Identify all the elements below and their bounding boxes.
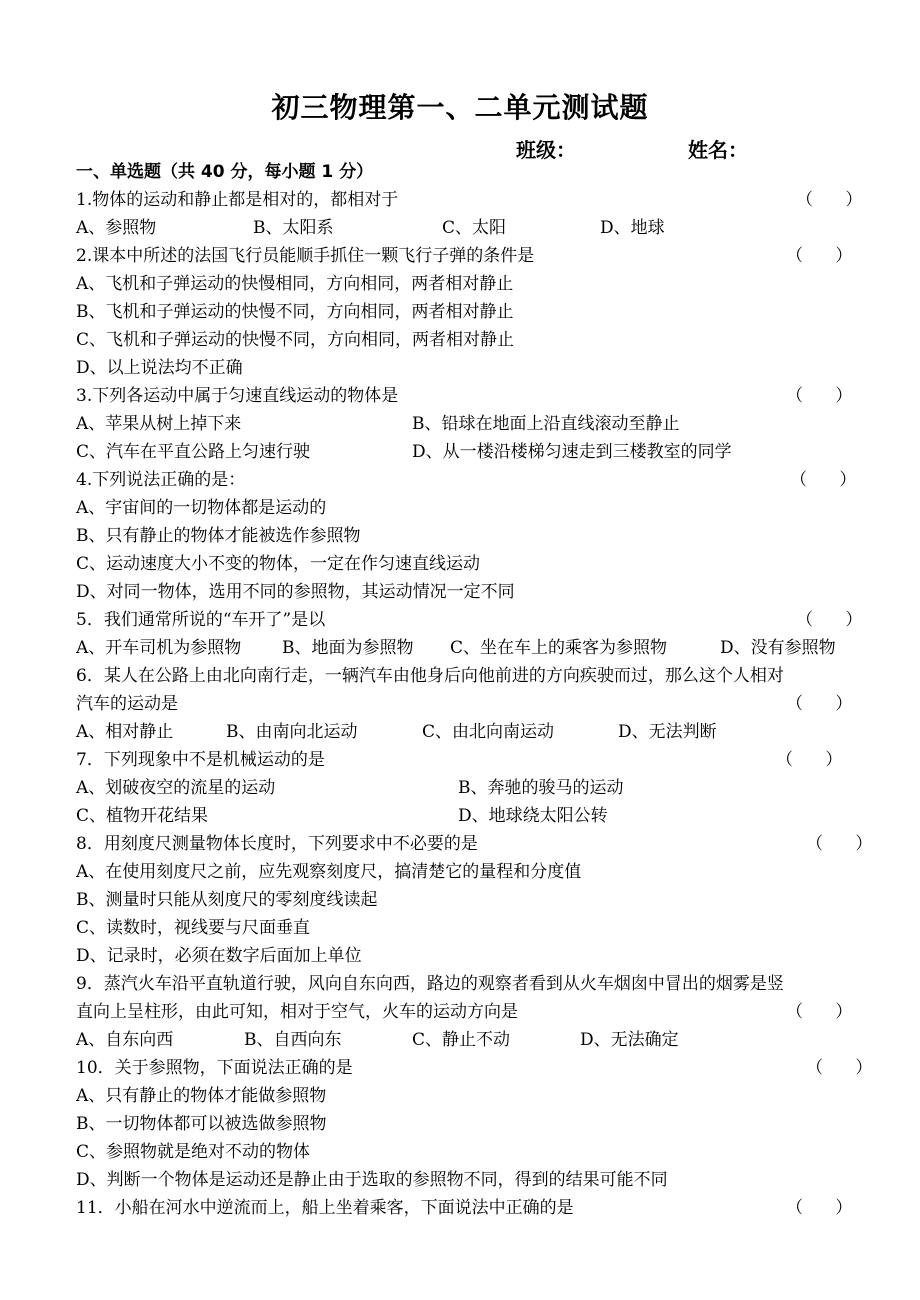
option: C、运动速度大小不变的物体，一定在作匀速直线运动 [76, 554, 481, 574]
question-stem: 6．某人在公路上由北向南行走，一辆汽车由他身后向他前进的方向疾驶而过，那么这个人相对 [76, 666, 784, 686]
option: B、由南向北运动 [226, 722, 358, 742]
answer-blank[interactable]: （ ） [786, 1002, 853, 1022]
option: A、参照物 [76, 218, 157, 238]
question-stem: 9．蒸汽火车沿平直轨道行驶，风向自东向西，路边的观察者看到从火车烟囱中冒出的烟雾是竖 [76, 974, 784, 994]
question-stem: 4.下列说法正确的是： [76, 470, 246, 490]
option: C、植物开花结果 [76, 806, 209, 826]
exam-title: 初三物理第一、二单元测试题 [271, 91, 649, 124]
option: C、由北向南运动 [422, 722, 555, 742]
question-stem: 7．下列现象中不是机械运动的是 [76, 750, 325, 770]
option: B、地面为参照物 [282, 638, 414, 658]
option: B、太阳系 [253, 218, 334, 238]
option: B、只有静止的物体才能被选作参照物 [76, 526, 361, 546]
option: A、相对静止 [76, 722, 174, 742]
question-stem: 3.下列各运动中属于匀速直线运动的物体是 [76, 386, 399, 406]
option: C、参照物就是绝对不动的物体 [76, 1142, 311, 1162]
option: A、划破夜空的流星的运动 [76, 778, 276, 798]
question-stem: 8．用刻度尺测量物体长度时，下列要求中不必要的是 [76, 834, 478, 854]
option: D、从一楼沿楼梯匀速走到三楼教室的同学 [412, 442, 732, 462]
option: C、读数时，视线要与尺面垂直 [76, 918, 311, 938]
option: A、飞机和子弹运动的快慢相同，方向相同，两者相对静止 [76, 274, 514, 294]
option: B、一切物体都可以被选做参照物 [76, 1114, 327, 1134]
option: D、地球绕太阳公转 [458, 806, 608, 826]
option: C、汽车在平直公路上匀速行驶 [76, 442, 311, 462]
option: B、奔驰的骏马的运动 [458, 778, 624, 798]
option: C、坐在车上的乘客为参照物 [450, 638, 668, 658]
answer-blank[interactable]: （ ） [786, 246, 853, 266]
option: D、记录时，必须在数字后面加上单位 [76, 946, 362, 966]
option: A、开车司机为参照物 [76, 638, 242, 658]
answer-blank[interactable]: （ ） [796, 190, 863, 210]
option: B、铅球在地面上沿直线滚动至静止 [412, 414, 680, 434]
option: C、静止不动 [412, 1030, 511, 1050]
option: A、苹果从树上掉下来 [76, 414, 242, 434]
section-heading: 一、单选题（共 40 分，每小题 1 分） [76, 162, 374, 182]
option: A、自东向西 [76, 1030, 174, 1050]
answer-blank[interactable]: （ ） [790, 470, 857, 490]
option: C、太阳 [442, 218, 507, 238]
option: C、飞机和子弹运动的快慢不同，方向相同，两者相对静止 [76, 330, 515, 350]
class-label: 班级： [516, 138, 576, 162]
question-stem-continued: 直向上呈柱形，由此可知，相对于空气，火车的运动方向是 [76, 1002, 518, 1022]
option: D、判断一个物体是运动还是静止由于选取的参照物不同，得到的结果可能不同 [76, 1170, 668, 1190]
answer-blank[interactable]: （ ） [776, 750, 843, 770]
question-stem: 2.课本中所述的法国飞行员能顺手抓住一颗飞行子弹的条件是 [76, 246, 535, 266]
answer-blank[interactable]: （ ） [786, 1198, 853, 1218]
question-stem: 5．我们通常所说的“车开了”是以 [76, 610, 326, 630]
option: B、测量时只能从刻度尺的零刻度线读起 [76, 890, 378, 910]
answer-blank[interactable]: （ ） [786, 694, 853, 714]
option: D、无法确定 [580, 1030, 679, 1050]
question-stem: 11．小船在河水中逆流而上，船上坐着乘客，下面说法中正确的是 [76, 1198, 574, 1218]
answer-blank[interactable]: （ ） [796, 610, 863, 630]
question-stem: 1.物体的运动和静止都是相对的，都相对于 [76, 190, 399, 210]
answer-blank[interactable]: （ ） [786, 386, 853, 406]
answer-blank[interactable]: （ ） [806, 834, 873, 854]
name-label: 姓名： [688, 138, 748, 162]
option: D、对同一物体，选用不同的参照物，其运动情况一定不同 [76, 582, 515, 602]
option: D、以上说法均不正确 [76, 358, 243, 378]
option: A、宇宙间的一切物体都是运动的 [76, 498, 327, 518]
option: B、飞机和子弹运动的快慢不同，方向相同，两者相对静止 [76, 302, 514, 322]
question-stem-continued: 汽车的运动是 [76, 694, 178, 714]
question-stem: 10．关于参照物，下面说法正确的是 [76, 1058, 353, 1078]
answer-blank[interactable]: （ ） [806, 1058, 873, 1078]
option: A、在使用刻度尺之前，应先观察刻度尺，搞清楚它的量程和分度值 [76, 862, 582, 882]
option: A、只有静止的物体才能做参照物 [76, 1086, 327, 1106]
option: D、地球 [600, 218, 665, 238]
option: D、无法判断 [618, 722, 717, 742]
option: D、没有参照物 [720, 638, 836, 658]
option: B、自西向东 [244, 1030, 342, 1050]
